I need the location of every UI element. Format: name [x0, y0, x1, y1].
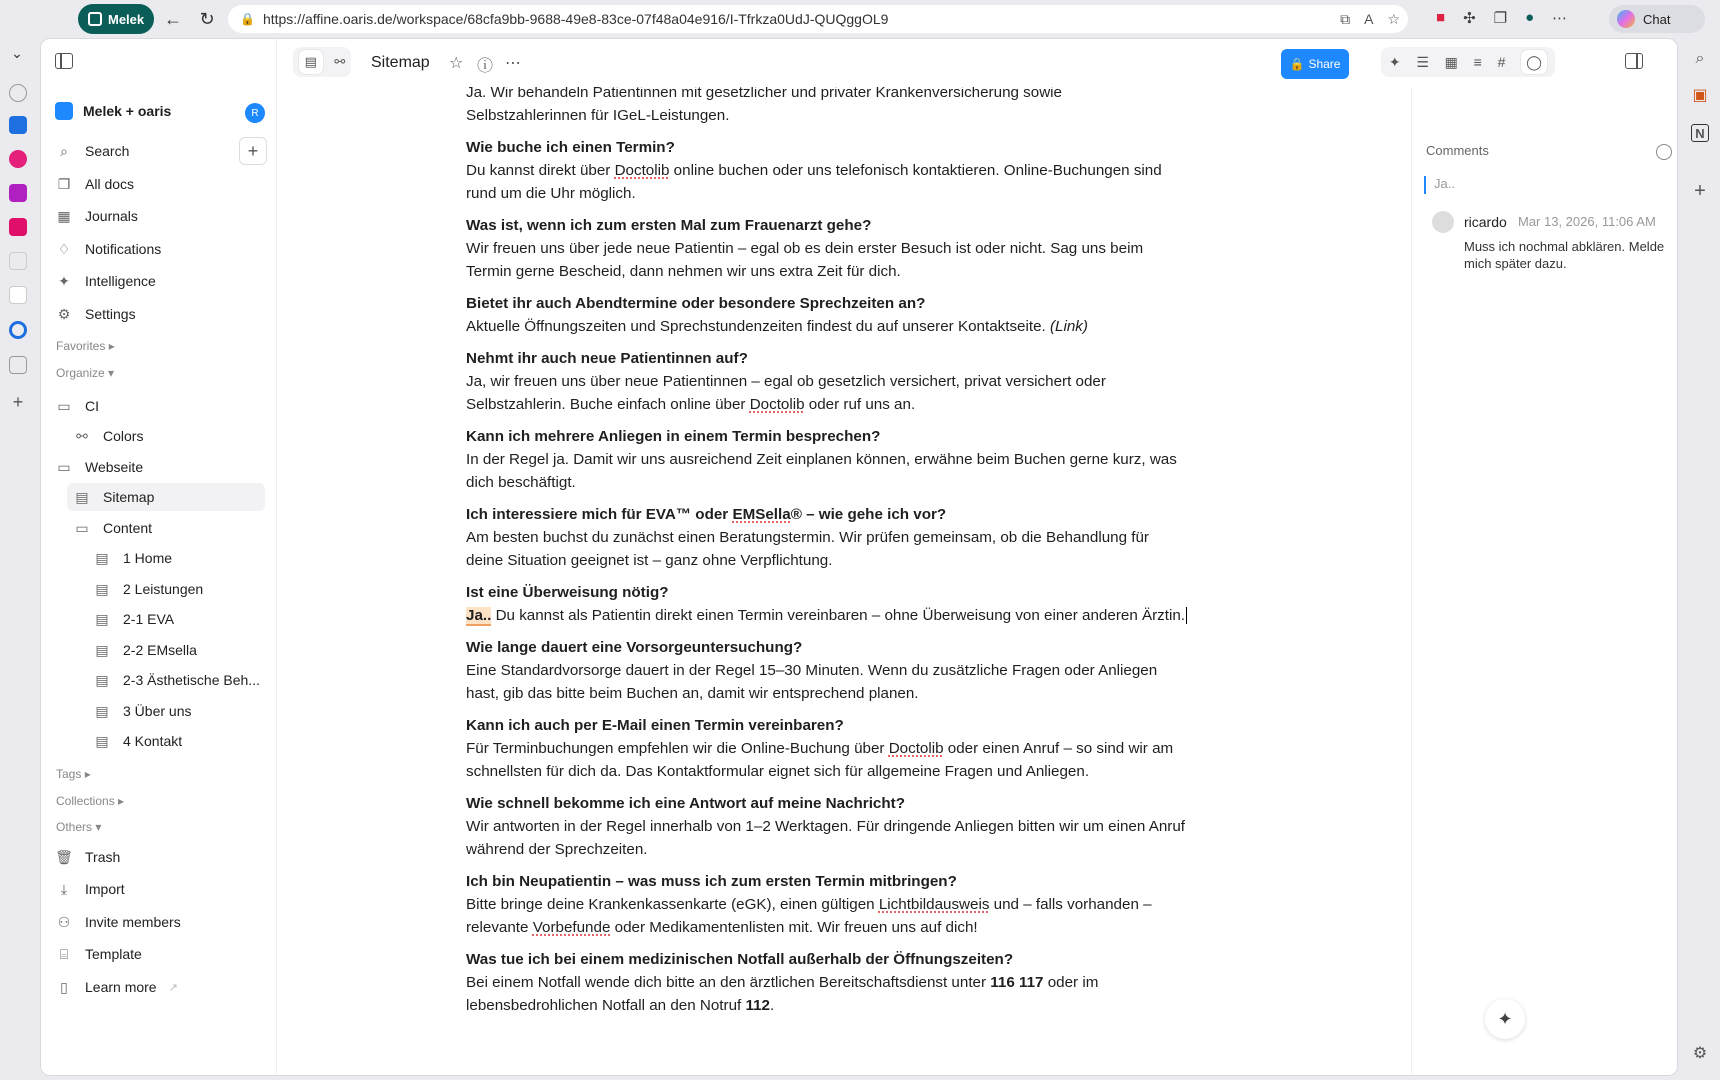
avatar-extension-icon[interactable]: ●	[1525, 9, 1535, 26]
search-sidebar-icon[interactable]: ⌕	[1695, 50, 1705, 67]
sidebar-item-label: Search	[85, 143, 130, 159]
sidebar-settings-icon[interactable]: ⚙	[1692, 1045, 1708, 1062]
back-icon[interactable]: ←	[164, 8, 182, 29]
faq-question: Was ist, wenn ich zum ersten Mal zum Frauenarzt gehe?	[466, 217, 872, 234]
tree-item-eva[interactable]	[51, 605, 265, 633]
page-icon: ▤	[95, 641, 109, 658]
right-panel-toggle-icon[interactable]	[1625, 53, 1643, 69]
faq-answer	[466, 370, 1186, 416]
editor-area	[277, 87, 1411, 1076]
answer-text: oder im lebensbedrohlichen Notfall an den Notruf	[466, 974, 1099, 1014]
search-icon: ⌕	[60, 142, 68, 159]
share-label: Share	[1308, 57, 1341, 71]
ai-sparkle-icon[interactable]: ✦	[1388, 53, 1401, 70]
answer-text: oder ruf uns an.	[804, 396, 916, 413]
sidebar-item-label: Invite members	[85, 914, 181, 930]
answer-text: Für Terminbuchungen empfehlen wir die Online-Buchung über	[466, 740, 889, 757]
comments-panel	[1411, 87, 1678, 1076]
tree-item-home[interactable]	[51, 544, 265, 572]
new-tab-icon[interactable]: +	[12, 392, 24, 412]
sidebar-item-all-docs[interactable]	[51, 170, 265, 198]
filter-icon[interactable]	[1656, 144, 1672, 160]
comment-timestamp: Mar 13, 2026, 11:06 AM	[1518, 214, 1656, 229]
page-icon: ▤	[95, 580, 109, 597]
sidebar-item-trash[interactable]	[51, 843, 265, 871]
gear-icon: ⚙	[57, 305, 71, 322]
edgeless-mode-icon[interactable]: ⚯	[334, 54, 346, 69]
trash-icon: 🗑	[55, 848, 73, 865]
page-icon: ▤	[75, 488, 89, 505]
tree-item-label: Webseite	[85, 459, 144, 475]
copilot-icon	[1617, 10, 1635, 28]
collections-label: Collections	[56, 794, 115, 808]
workspace-name: Melek + oaris	[83, 103, 172, 119]
commented-highlight[interactable]: Ja..	[466, 607, 492, 624]
faq-question: Wie buche ich einen Termin?	[466, 139, 675, 156]
doc-mode-switch[interactable]	[293, 47, 351, 77]
faq-item	[466, 214, 1186, 283]
tags-label: Tags	[56, 767, 82, 781]
faq-item	[466, 636, 1186, 705]
spellcheck-word: Doctolib	[888, 740, 944, 757]
faq-answer: Wir antworten in der Regel innerhalb von 1–2 Werktagen. Für dringende Anliegen bitten wir um einen Anruf während der Sprechzeiten.	[466, 818, 1186, 858]
faq-question: Wie schnell bekomme ich eine Antwort auf meine Nachricht?	[466, 795, 905, 812]
answer-text: oder Medikamentenlisten mit. Wir freuen uns auf dich!	[610, 919, 978, 936]
faq-item	[466, 714, 1186, 783]
paragraph: Ja. Wir behandeln Patientinnen mit gesetzlicher und privater Krankenversicherung sowie	[466, 87, 1063, 101]
sidebar-item-label: Intelligence	[85, 273, 156, 289]
emergency-number: 112	[745, 997, 770, 1014]
faq-item	[466, 792, 1186, 861]
affine-app-window	[40, 38, 1678, 1076]
faq-answer	[466, 737, 1186, 783]
tree-item-content[interactable]	[51, 514, 265, 542]
tree-item-sitemap[interactable]	[67, 483, 265, 511]
chat-label: Chat	[1643, 11, 1671, 27]
doc-body[interactable]	[466, 87, 1186, 1026]
favorite-star-icon[interactable]: ☆	[1387, 10, 1400, 27]
tree-item-label: 2-2 EMsella	[123, 642, 197, 658]
lock-icon: 🔒	[240, 12, 255, 26]
browser-sidebar	[1680, 38, 1720, 1080]
sidebar-item-template[interactable]	[51, 940, 265, 968]
faq-question: Kann ich mehrere Anliegen in einem Termin besprechen?	[466, 428, 881, 445]
spellcheck-word: Vorbefunde	[532, 919, 611, 936]
bell-icon: ♢	[57, 240, 71, 257]
spellcheck-word: Doctolib	[749, 396, 805, 413]
workspace-logo-icon	[55, 102, 73, 120]
page-icon: ▤	[95, 549, 109, 566]
faq-item	[466, 503, 1186, 572]
answer-text: und – falls vorhanden – relevante	[466, 896, 1152, 936]
more-menu-icon[interactable]: ⋯	[505, 55, 521, 72]
faq-answer	[466, 971, 1186, 1017]
tree-item-ci[interactable]	[51, 392, 265, 420]
faq-answer: Am besten buchst du zunächst einen Beratungstermin. Wir prüfen gemeinsam, ob die Behandlung für deine Situation geeignet ist – ganz ohne Verpflichtung.	[466, 529, 1149, 569]
others-label: Others	[56, 820, 93, 834]
faq-item	[466, 347, 1186, 416]
tab-icon-purple[interactable]	[9, 184, 27, 202]
tab-icon-blue[interactable]	[9, 116, 27, 134]
ai-assistant-button[interactable]	[1485, 999, 1525, 1039]
answer-text: Du kannst als Patientin direkt einen Termin vereinbaren – ohne Überweisung von einer anderen Ärztin.	[491, 607, 1186, 624]
answer-text: Du kannst direkt über	[466, 162, 615, 179]
more-options-icon[interactable]: ⋯	[1552, 10, 1568, 27]
sidebar-item-search[interactable]	[51, 137, 265, 165]
faq-answer	[466, 315, 1186, 338]
favorites-section-header[interactable]: Favorites ▸	[56, 339, 115, 353]
favorites-label: Favorites	[56, 339, 106, 353]
faq-question	[466, 503, 1186, 526]
tree-item-label: 3 Über uns	[123, 703, 192, 719]
browser-profile-button[interactable]	[78, 4, 154, 34]
spellcheck-word: Lichtbildausweis	[878, 896, 990, 913]
profile-icon	[88, 12, 102, 26]
share-button[interactable]	[1281, 49, 1349, 79]
tab-icon-pink[interactable]	[9, 150, 27, 168]
page-icon: ▤	[95, 702, 109, 719]
faq-question: Wie lange dauert eine Vorsorgeuntersuchung?	[466, 639, 803, 656]
journal-calendar-icon[interactable]: ▦	[1444, 53, 1458, 70]
frame-icon[interactable]: #	[1497, 54, 1506, 70]
edgeless-doc-icon: ⚯	[76, 427, 88, 444]
organize-section-header[interactable]: Organize ▾	[56, 366, 115, 380]
answer-text: oder einen Anruf – so sind wir am schnellsten für dich da. Das Kontaktformular eignet sich für allgemeine Fragen und Anliegen.	[466, 740, 1174, 780]
faq-item	[466, 581, 1186, 627]
faq-item	[466, 292, 1186, 338]
tree-item-label: 1 Home	[123, 550, 173, 566]
faq-answer: In der Regel ja. Damit wir uns ausreichend Zeit einplanen können, erwähne beim Buchen gerne kurz, was dich beschäftigt.	[466, 451, 1177, 491]
page-icon: ▤	[95, 732, 109, 749]
tree-item-label: Colors	[103, 428, 144, 444]
paragraph: Selbstzahlerinnen für IGeL-Leistungen.	[466, 107, 730, 124]
tab-icon-calendar[interactable]	[9, 356, 27, 374]
outline-list-icon[interactable]: ☰	[1416, 53, 1429, 70]
copilot-chat-button[interactable]	[1609, 5, 1705, 33]
import-icon: ⤓	[60, 880, 68, 897]
tree-item-leistungen[interactable]	[51, 575, 265, 603]
answer-text: Bei einem Notfall wende dich bitte an den ärztlichen Bereitschaftsdienst unter	[466, 974, 991, 991]
extension-icon[interactable]: ■	[1436, 9, 1446, 26]
others-section-header[interactable]: Others ▾	[56, 820, 102, 834]
browser-toolbar	[0, 0, 1720, 61]
tab-icon-magenta[interactable]	[9, 218, 27, 236]
reload-icon[interactable]: ↻	[199, 8, 215, 29]
faq-question: Was tue ich bei einem medizinischen Notfall außerhalb der Öffnungszeiten?	[466, 951, 1014, 968]
comment-quote[interactable]: Ja..	[1424, 176, 1455, 194]
tree-item-webseite[interactable]	[51, 453, 265, 481]
sidebar-item-label: All docs	[85, 176, 135, 192]
sparkle-icon: ✦	[58, 272, 70, 289]
page-icon: ▤	[95, 671, 109, 688]
read-aloud-icon[interactable]: A	[1364, 10, 1374, 27]
lock-icon: 🔒	[1289, 57, 1305, 71]
sidebar-item-label: Import	[85, 881, 125, 897]
page-icon: ▤	[95, 610, 109, 627]
address-bar[interactable]	[228, 5, 1408, 33]
folder-open-icon: ▭	[57, 458, 71, 475]
user-avatar[interactable]: R	[245, 103, 265, 123]
sidebar-item-settings[interactable]	[51, 300, 265, 328]
comment-author: ricardo	[1464, 214, 1507, 230]
workspace-switcher[interactable]	[55, 102, 171, 120]
doc-header	[277, 39, 1678, 87]
tab-icon-link[interactable]	[9, 252, 27, 270]
invite-members-icon: ⚇	[57, 913, 71, 930]
sidebar-item-label: Settings	[85, 306, 136, 322]
right-panel-tabs	[1381, 47, 1555, 77]
globe-tab-icon[interactable]	[9, 84, 27, 102]
sidebar-item-learn-more[interactable]	[51, 973, 265, 1001]
sparkle-icon: ✦	[1497, 1008, 1513, 1029]
tree-item-label: CI	[85, 398, 99, 414]
open-external-icon[interactable]: ⧉	[1340, 10, 1351, 27]
page-mode-icon[interactable]: ▤	[299, 50, 323, 74]
faq-answer: Wir freuen uns über jede neue Patientin – egal ob es dein erster Besuch ist oder nicht. Sag uns beim Termin gerne Bescheid, dann nehmen wir uns extra Zeit für dich.	[466, 240, 1144, 280]
sidebar-item-label: Learn more	[85, 979, 157, 995]
answer-text: Bitte bringe deine Krankenkassenkarte (eGK), einen gültigen	[466, 896, 879, 913]
extensions-puzzle-icon[interactable]: ✣	[1463, 10, 1476, 27]
tree-item-aesthetische[interactable]	[51, 666, 265, 694]
comment-text: Muss ich nochmal abklären. Melde mich später dazu.	[1464, 239, 1665, 271]
collections-section-header[interactable]: Collections ▸	[56, 794, 125, 808]
vertical-tabs-chevron-icon[interactable]: ⌄	[11, 44, 23, 61]
tree-item-label: 2-3 Ästhetische Beh...	[123, 672, 260, 688]
faq-question: Bietet ihr auch Abendtermine oder besondere Sprechzeiten an?	[466, 295, 926, 312]
tree-item-label: 2 Leistungen	[123, 581, 204, 597]
favorite-star-icon[interactable]: ☆	[449, 55, 464, 72]
url-text: https://affine.oaris.de/workspace/68cfa9bb-9688-49e8-83ce-07f48a04e916/I-Tfrkza0UdJ-QUQggOL9	[262, 11, 889, 27]
phone-number: 116 117	[990, 974, 1044, 991]
notion-icon[interactable]: N	[1691, 124, 1709, 142]
faq-question: Ist eine Überweisung nötig?	[466, 584, 669, 601]
faq-answer: Eine Standardvorsorge dauert in der Regel 15–30 Minuten. Wenn du zusätzliche Fragen oder Anliegen hast, gib das bitte beim Buchen an, damit wir entsprechend planen.	[466, 662, 1158, 702]
tab-icon-affine[interactable]	[9, 286, 27, 304]
book-icon: ▯	[60, 978, 68, 995]
profile-label: Melek	[108, 11, 145, 27]
tree-item-colors[interactable]	[51, 422, 265, 450]
tree-item-label: 4 Kontakt	[123, 733, 183, 749]
faq-answer	[466, 159, 1186, 205]
faq-question: Nehmt ihr auch neue Patientinnen auf?	[466, 350, 748, 367]
sidebar-item-label: Journals	[85, 208, 138, 224]
faq-item	[466, 425, 1186, 494]
faq-answer	[466, 604, 1186, 627]
text-cursor	[1186, 607, 1187, 624]
faq-intro	[466, 87, 1186, 127]
question-text: ® – wie gehe ich vor?	[790, 506, 947, 523]
comments-title: Comments	[1426, 143, 1489, 158]
tree-item-label: Sitemap	[103, 489, 155, 505]
question-text: Ich interessiere mich für EVA™ oder	[466, 506, 733, 523]
sidebar-item-notifications[interactable]	[51, 235, 265, 263]
sidebar-item-label: Notifications	[85, 241, 162, 257]
faq-answer	[466, 893, 1186, 939]
answer-text: .	[769, 997, 775, 1014]
sidebar-item-label: Trash	[85, 849, 121, 865]
template-icon: ⌸	[59, 945, 69, 962]
calendar-icon: ▦	[57, 207, 71, 224]
spellcheck-word: Doctolib	[614, 162, 670, 179]
answer-text: Aktuelle Öffnungszeiten und Sprechstundenzeiten findest du auf unserer Kontaktseite.	[466, 318, 1050, 335]
faq-question: Kann ich auch per E-Mail einen Termin vereinbaren?	[466, 717, 844, 734]
sidebar-item-label: Template	[85, 946, 142, 962]
info-icon[interactable]: ⓘ	[477, 58, 494, 75]
vertical-tab-strip	[0, 38, 36, 1080]
docs-icon: ❐	[57, 175, 71, 192]
comments-tab-icon[interactable]: ◯	[1521, 50, 1547, 74]
folder-open-icon: ▭	[75, 519, 89, 536]
tree-item-label: 2-1 EVA	[123, 611, 175, 627]
avatar	[1432, 211, 1454, 233]
tree-item-ueber-uns[interactable]	[51, 697, 265, 725]
answer-text: online buchen oder uns telefonisch kontaktieren. Online-Buchungen sind rund um die Uhr möglich.	[466, 162, 1162, 202]
new-doc-button[interactable]: +	[239, 137, 267, 165]
sidebar-item-invite[interactable]	[51, 908, 265, 936]
external-link-icon: ↗	[168, 981, 178, 994]
faq-item	[466, 870, 1186, 939]
tree-item-kontakt[interactable]	[51, 727, 265, 755]
folder-icon: ▭	[57, 397, 71, 414]
link-placeholder: (Link)	[1049, 318, 1088, 335]
sidebar-toggle-icon[interactable]	[55, 53, 73, 69]
table-of-contents-icon[interactable]: ≡	[1473, 54, 1482, 70]
sidebar-item-journals[interactable]	[51, 202, 265, 230]
tools-icon[interactable]: ▣	[1692, 87, 1708, 104]
app-sidebar	[41, 39, 277, 1075]
faq-item	[466, 948, 1186, 1017]
tree-item-label: Content	[103, 520, 153, 536]
tags-section-header[interactable]: Tags ▸	[56, 767, 91, 781]
sidebar-item-intelligence[interactable]	[51, 267, 265, 295]
faq-item	[466, 136, 1186, 205]
tab-icon-circle[interactable]	[9, 321, 27, 339]
doc-title[interactable]: Sitemap	[371, 54, 430, 71]
faq-question: Ich bin Neupatientin – was muss ich zum ersten Termin mitbringen?	[466, 873, 957, 890]
add-sidebar-app-icon[interactable]: +	[1694, 179, 1706, 202]
organize-label: Organize	[56, 366, 105, 380]
answer-text: Ja, wir freuen uns über neue Patientinnen – egal ob gesetzlich versichert, privat versichert oder Selbstzahlerin. Buche einfach online über	[466, 373, 1106, 413]
spellcheck-word: EMSella	[732, 506, 791, 523]
sidebar-item-import[interactable]	[51, 875, 265, 903]
collections-icon[interactable]: ❐	[1493, 10, 1508, 27]
tree-item-emsella[interactable]	[51, 636, 265, 664]
